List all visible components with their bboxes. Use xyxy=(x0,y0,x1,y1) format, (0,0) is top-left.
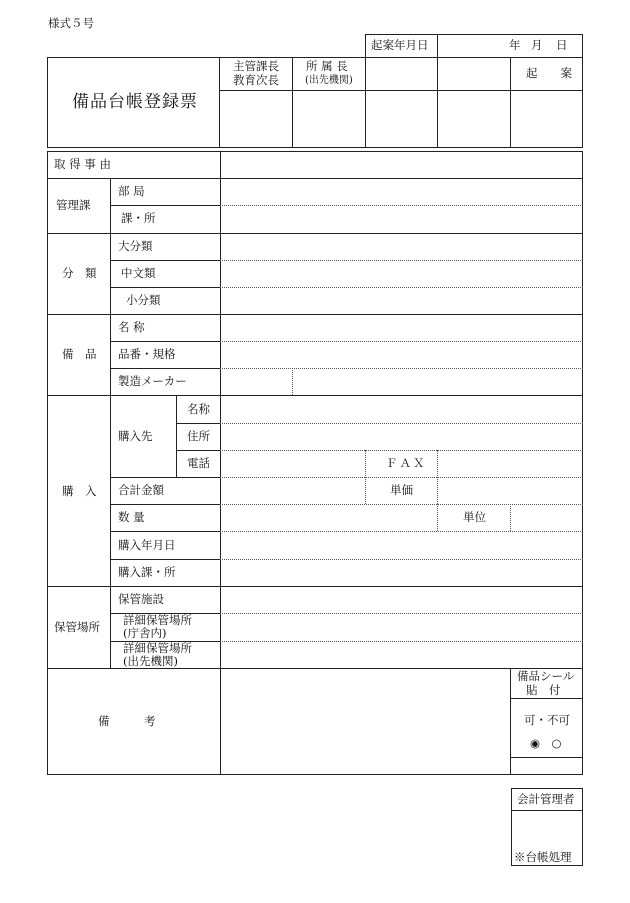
detail-storage-2-field[interactable] xyxy=(221,642,582,668)
quantity-label: 数 量 xyxy=(118,510,145,524)
seal-radio-marks[interactable]: ◉ ○ xyxy=(530,736,562,750)
purchase-date-label: 購入年月日 xyxy=(118,538,176,552)
vendor-label: 購入先 xyxy=(118,429,153,443)
accounting-stamp-field[interactable] xyxy=(512,811,582,849)
remarks-field[interactable] xyxy=(221,669,509,774)
detail-storage-1a: 詳細保管場所 xyxy=(123,613,192,627)
fax-field[interactable] xyxy=(438,451,582,477)
office-head-sub: (出先機関) xyxy=(305,75,353,86)
maker-field[interactable] xyxy=(221,369,582,395)
ledger-note: ※台帳処理 xyxy=(514,850,572,864)
vendor-address-field[interactable] xyxy=(221,424,582,450)
middle-field[interactable] xyxy=(221,261,582,287)
purchase-section-field[interactable] xyxy=(221,560,582,586)
major-field[interactable] xyxy=(221,234,582,260)
section-field[interactable] xyxy=(221,206,582,232)
storage-facility-field[interactable] xyxy=(221,587,582,613)
minor-field[interactable] xyxy=(221,288,582,314)
quantity-field[interactable] xyxy=(221,505,436,531)
vendor-name-label: 名称 xyxy=(187,402,210,416)
unit-price-label: 単価 xyxy=(390,483,413,497)
bureau-label: 部 局 xyxy=(118,184,145,198)
office-head-label: 所 属 長 xyxy=(306,59,348,73)
vendor-name-field[interactable] xyxy=(221,396,582,422)
draft-year: 年 xyxy=(509,38,521,52)
maker-label: 製造メーカー xyxy=(118,374,187,388)
draft-day: 日 xyxy=(556,38,568,52)
section-label: 課・所 xyxy=(121,211,156,225)
seal-label-2: 貼 付 xyxy=(526,683,561,697)
name-label: 名 称 xyxy=(118,320,145,334)
purchase-label: 購 入 xyxy=(62,484,97,498)
unit-field[interactable] xyxy=(511,505,582,531)
draft-date-label: 起案年月日 xyxy=(371,38,429,52)
purchase-date-field[interactable] xyxy=(221,532,582,558)
name-field[interactable] xyxy=(221,315,582,341)
unit-price-field[interactable] xyxy=(438,478,582,504)
model-field[interactable] xyxy=(221,342,582,368)
storage-label: 保管場所 xyxy=(54,620,100,634)
detail-storage-1b: (庁舎内) xyxy=(123,626,167,640)
mgmt-label: 管理課 xyxy=(56,198,91,212)
vendor-phone-field[interactable] xyxy=(221,451,364,477)
acq-reason-field[interactable] xyxy=(221,152,582,178)
chief-label-1: 主管課長 xyxy=(233,59,279,73)
total-label: 合計金額 xyxy=(118,483,164,497)
total-field[interactable] xyxy=(221,478,364,504)
accounting-label: 会計管理者 xyxy=(517,792,575,806)
remarks-label: 備 考 xyxy=(98,714,156,728)
minor-label: 小分類 xyxy=(126,293,161,307)
storage-facility-label: 保管施設 xyxy=(118,592,164,606)
fax-label: ＦＡＸ xyxy=(386,456,427,470)
seal-options: 可・不可 xyxy=(524,713,570,727)
middle-label: 中文類 xyxy=(121,266,156,280)
category-label: 分 類 xyxy=(62,266,97,280)
vendor-phone-label: 電話 xyxy=(187,456,210,470)
equipment-label: 備 品 xyxy=(62,347,97,361)
form-number: 様式５号 xyxy=(48,16,94,30)
unit-label: 単位 xyxy=(463,510,486,524)
page-title: 備品台帳登録票 xyxy=(72,92,198,112)
draft-label: 起 案 xyxy=(526,66,572,80)
seal-label-1: 備品シール xyxy=(517,669,575,683)
acq-reason-label: 取 得 事 由 xyxy=(54,157,111,171)
chief-label-2: 教育次長 xyxy=(233,73,279,87)
detail-storage-1-field[interactable] xyxy=(221,614,582,641)
major-label: 大分類 xyxy=(118,239,153,253)
bureau-field[interactable] xyxy=(221,179,582,205)
model-label: 品番・規格 xyxy=(118,347,176,361)
purchase-section-label: 購入課・所 xyxy=(118,565,176,579)
detail-storage-2b: (出先機関) xyxy=(123,654,178,668)
draft-month: 月 xyxy=(531,38,543,52)
detail-storage-2a: 詳細保管場所 xyxy=(123,641,192,655)
vendor-address-label: 住所 xyxy=(187,429,210,443)
